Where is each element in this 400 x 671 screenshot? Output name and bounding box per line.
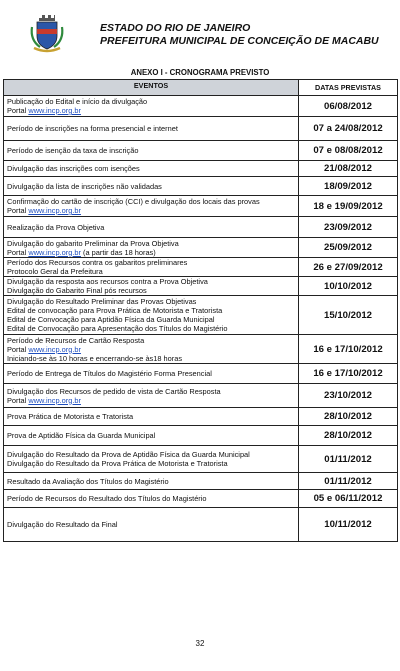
event-cell — [4, 117, 299, 141]
date-cell: 07 e 08/08/2012 — [299, 141, 398, 161]
portal-link[interactable]: www.incp.org.br — [28, 206, 81, 215]
event-line — [7, 494, 295, 503]
event-line — [7, 345, 295, 354]
event-cell — [4, 196, 299, 217]
event-line — [7, 315, 295, 324]
event-line — [7, 450, 295, 459]
event-text: Portal — [7, 344, 27, 354]
date-cell: 18 e 19/09/2012 — [299, 196, 398, 217]
date-cell: 05 e 06/11/2012 — [299, 490, 398, 508]
event-cell — [4, 446, 299, 473]
date-cell: 23/10/2012 — [299, 384, 398, 408]
event-text: Divulgação do Resultado da Prova de Aptidão Física da Guarda Municipal — [7, 450, 250, 459]
date-cell: 16 e 17/10/2012 — [299, 335, 398, 364]
table-row — [4, 446, 398, 473]
event-text: Edital de Convocação para Apresentação dos Títulos do Magistério — [7, 324, 228, 333]
event-text: Divulgação da resposta aos recursos contra a Prova Objetiva — [7, 277, 208, 286]
event-text: Divulgação do Resultado Preliminar das Provas Objetivas — [7, 297, 197, 306]
annex-title: ANEXO I - CRONOGRAMA PREVISTO — [130, 68, 270, 77]
event-text: Divulgação da lista de inscrições não validadas — [7, 181, 162, 191]
event-cell — [4, 508, 299, 542]
event-line — [7, 248, 295, 257]
event-text: Período de isenção da taxa de inscrição — [7, 146, 139, 155]
table-row — [4, 335, 398, 364]
event-line — [7, 277, 295, 286]
date-cell: 25/09/2012 — [299, 238, 398, 258]
event-line — [7, 459, 295, 468]
event-cell — [4, 426, 299, 446]
state-name: ESTADO DO RIO DE JANEIRO — [100, 22, 251, 34]
table-row — [4, 258, 398, 277]
portal-link[interactable]: www.incp.org.br — [28, 247, 81, 257]
date-cell: 23/09/2012 — [299, 217, 398, 238]
event-cell — [4, 258, 299, 277]
table-header-row — [4, 80, 398, 96]
event-line — [7, 412, 295, 421]
event-cell — [4, 161, 299, 177]
event-text: Iniciando-se às 10 horas e encerrando-se às18 horas — [7, 353, 183, 363]
event-text: Período dos Recursos contra os gabaritos preliminares — [7, 258, 188, 267]
event-text: Portal — [7, 106, 27, 115]
date-cell: 10/11/2012 — [299, 508, 398, 542]
date-cell: 01/11/2012 — [299, 473, 398, 490]
event-line — [7, 336, 295, 345]
event-line — [7, 124, 295, 133]
table-row — [4, 277, 398, 296]
event-line — [7, 223, 295, 232]
table-row — [4, 161, 398, 177]
dates-column-header: DATAS PREVISTAS — [299, 80, 398, 96]
event-text: Protocolo Geral da Prefeitura — [7, 267, 103, 276]
date-cell: 01/11/2012 — [299, 446, 398, 473]
event-line — [7, 306, 295, 315]
event-line — [7, 146, 295, 155]
table-row — [4, 141, 398, 161]
event-line — [7, 206, 295, 215]
event-text: Divulgação do Resultado da Prova Prática de Motorista e Tratorista — [7, 459, 228, 468]
event-line — [7, 477, 295, 486]
document-header — [100, 22, 379, 48]
event-text: Divulgação do Gabarito Final pós recursos — [7, 286, 147, 295]
table-row — [4, 508, 398, 542]
event-line — [7, 164, 295, 173]
table-row — [4, 296, 398, 335]
table-row — [4, 490, 398, 508]
event-line — [7, 520, 295, 529]
event-cell — [4, 408, 299, 426]
table-row — [4, 384, 398, 408]
table-row — [4, 238, 398, 258]
event-text: Divulgação do gabarito Preliminar da Prova Objetiva — [7, 238, 179, 248]
event-cell — [4, 238, 299, 258]
table-row — [4, 96, 398, 117]
date-cell: 28/10/2012 — [299, 426, 398, 446]
event-line — [7, 396, 295, 405]
table-row — [4, 196, 398, 217]
event-line — [7, 182, 295, 191]
event-cell — [4, 277, 299, 296]
date-cell: 10/10/2012 — [299, 277, 398, 296]
schedule-rows — [4, 96, 398, 542]
event-cell — [4, 473, 299, 490]
event-cell — [4, 490, 299, 508]
event-text: Período de inscrições na forma presencial e internet — [7, 124, 178, 133]
event-text: Portal — [7, 206, 27, 215]
event-text: Realização da Prova Objetiva — [7, 222, 105, 232]
event-line — [7, 239, 295, 248]
table-row — [4, 217, 398, 238]
event-line — [7, 431, 295, 440]
page-number: 32 — [195, 639, 205, 648]
event-line — [7, 324, 295, 333]
date-cell: 07 a 24/08/2012 — [299, 117, 398, 141]
event-cell — [4, 177, 299, 196]
event-line — [7, 369, 295, 378]
table-row — [4, 408, 398, 426]
date-cell: 16 e 17/10/2012 — [299, 364, 398, 384]
event-cell — [4, 96, 299, 117]
event-text: Edital de Convocação para Aptidão Física da Guarda Municipal — [7, 315, 215, 324]
event-text: Período de Recursos do Resultado dos Títulos do Magistério — [7, 494, 207, 503]
event-text: Portal — [7, 395, 27, 405]
date-cell: 28/10/2012 — [299, 408, 398, 426]
coat-of-arms-icon — [28, 14, 66, 54]
event-line — [7, 258, 295, 267]
event-line — [7, 97, 295, 106]
event-cell — [4, 296, 299, 335]
portal-link[interactable]: www.incp.org.br — [28, 106, 81, 115]
event-text: Divulgação do Resultado da Final — [7, 520, 118, 529]
event-text: Prova de Aptidão Física da Guarda Municipal — [7, 431, 156, 440]
event-line — [7, 267, 295, 276]
portal-link[interactable]: www.incp.org.br — [28, 344, 81, 354]
event-line — [7, 286, 295, 295]
event-cell — [4, 335, 299, 364]
event-text: Publicação do Edital e início da divulgação — [7, 97, 148, 106]
event-text: Divulgação dos Recursos de pedido de vista de Cartão Resposta — [7, 386, 221, 396]
date-cell: 26 e 27/09/2012 — [299, 258, 398, 277]
schedule-table — [3, 79, 398, 542]
event-line — [7, 197, 295, 206]
date-cell: 06/08/2012 — [299, 96, 398, 117]
event-text: Prova Prática de Motorista e Tratorista — [7, 412, 134, 421]
table-row — [4, 177, 398, 196]
prefecture-name: PREFEITURA MUNICIPAL DE CONCEIÇÃO DE MACABU — [100, 35, 379, 47]
event-cell — [4, 141, 299, 161]
event-line — [7, 297, 295, 306]
event-line — [7, 106, 295, 115]
events-column-header: EVENTOS — [4, 80, 299, 96]
table-row — [4, 117, 398, 141]
portal-link[interactable]: www.incp.org.br — [28, 395, 81, 405]
date-cell: 15/10/2012 — [299, 296, 398, 335]
event-text: Divulgação das inscrições com isenções — [7, 164, 140, 173]
table-row — [4, 473, 398, 490]
event-text: Período de Entrega de Títulos do Magistério Forma Presencial — [7, 369, 212, 378]
event-cell — [4, 364, 299, 384]
event-cell — [4, 217, 299, 238]
date-cell: 21/08/2012 — [299, 161, 398, 177]
table-row — [4, 364, 398, 384]
event-line — [7, 354, 295, 363]
event-text: Resultado da Avaliação dos Títulos do Magistério — [7, 476, 169, 486]
table-row — [4, 426, 398, 446]
event-text: Portal — [7, 247, 27, 257]
event-note: (a partir das 18 horas) — [80, 247, 156, 257]
event-line — [7, 387, 295, 396]
event-text: Período de Recursos de Cartão Resposta — [7, 335, 145, 345]
event-text: Edital de convocação para Prova Prática de Motorista e Tratorista — [7, 306, 223, 315]
date-cell: 18/09/2012 — [299, 177, 398, 196]
event-text: Confirmação do cartão de inscrição (CCI) e divulgação dos locais das provas — [7, 197, 260, 206]
event-cell — [4, 384, 299, 408]
